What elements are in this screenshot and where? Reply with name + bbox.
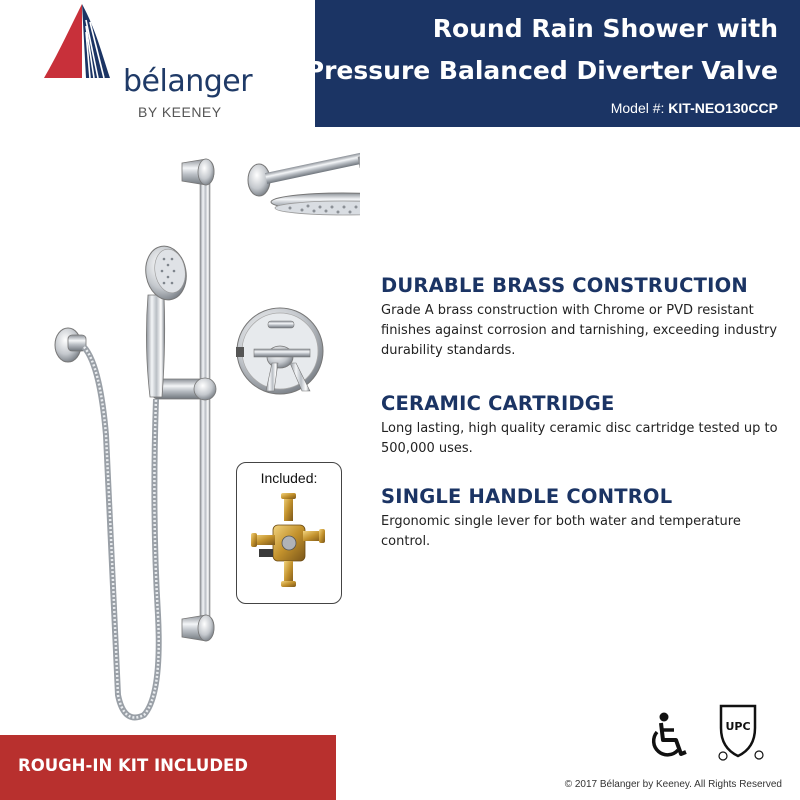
brand-name: bélanger bbox=[123, 64, 253, 99]
feature-title: DURABLE BRASS CONSTRUCTION bbox=[381, 274, 748, 297]
logo-mark bbox=[38, 2, 128, 82]
copyright-notice: © 2017 Bélanger by Keeney. All Rights Reserved bbox=[564, 779, 782, 790]
title-box bbox=[305, 0, 800, 127]
feature-description: Grade A brass construction with Chrome or PVD resistant finishes against corrosion and tarnishing, exceeding industry durability standards. bbox=[381, 303, 778, 358]
feature-description: Ergonomic single lever for both water and temperature control. bbox=[381, 514, 741, 549]
feature-title: CERAMIC CARTRIDGE bbox=[381, 392, 615, 415]
rough-in-banner-text: ROUGH-IN KIT INCLUDED bbox=[18, 756, 248, 775]
hand-shower bbox=[142, 243, 191, 397]
rain-shower-head bbox=[271, 193, 360, 215]
included-label: Included: bbox=[260, 470, 318, 486]
shower-system-illustration bbox=[40, 135, 360, 725]
model-number bbox=[611, 100, 778, 116]
rough-in-banner bbox=[0, 735, 336, 800]
rough-in-valve-icon bbox=[249, 491, 329, 595]
included-rough-in-box bbox=[236, 462, 342, 604]
feature-title: SINGLE HANDLE CONTROL bbox=[381, 485, 673, 508]
feature-description: Long lasting, high quality ceramic disc cartridge tested up to 500,000 uses. bbox=[381, 421, 778, 456]
slide-bar bbox=[152, 159, 216, 641]
feature-durable-brass bbox=[381, 274, 781, 361]
shower-arm bbox=[248, 151, 360, 196]
shower-hose bbox=[84, 347, 159, 718]
brand-logo bbox=[38, 2, 253, 127]
model-value: KIT-NEO130CCP bbox=[668, 100, 778, 116]
accessibility-icon bbox=[648, 712, 692, 762]
feature-ceramic-cartridge bbox=[381, 392, 781, 459]
valve-trim bbox=[236, 308, 323, 394]
wall-outlet bbox=[55, 328, 86, 362]
feature-single-handle bbox=[381, 485, 781, 552]
brand-subtitle: BY KEENEY bbox=[138, 104, 222, 120]
product-title-line2: Pressure Balanced Diverter Valve bbox=[305, 56, 778, 85]
product-title-line1: Round Rain Shower with bbox=[432, 14, 778, 43]
upc-certification-icon bbox=[713, 700, 773, 762]
model-label: Model #: bbox=[610, 100, 665, 116]
upc-text: UPC bbox=[725, 720, 751, 733]
